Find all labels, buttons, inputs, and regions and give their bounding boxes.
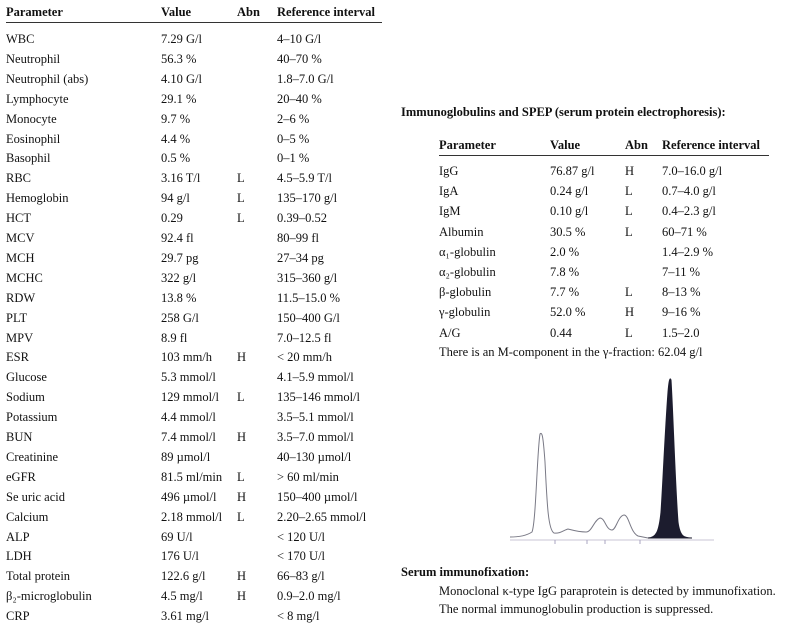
immuno-row-reference: 60–71 %	[662, 224, 707, 239]
immuno-row-parameter: IgM	[439, 204, 461, 219]
row-value: 129 mmol/l	[161, 390, 219, 405]
immuno-row-abn: H	[625, 164, 635, 178]
header-rule	[6, 22, 382, 23]
row-value: 4.5 mg/l	[161, 589, 203, 604]
row-abn: H	[237, 569, 247, 584]
row-value: 7.4 mmol/l	[161, 430, 216, 444]
row-parameter: ALP	[6, 529, 30, 544]
row-reference: 4–10 G/l	[277, 32, 322, 46]
row-reference: > 60 ml/min	[277, 469, 339, 484]
row-parameter: Calcium	[6, 509, 49, 524]
row-reference: 3.5–5.1 mmol/l	[277, 410, 354, 425]
row-parameter: β₂-microglobulin	[6, 589, 92, 604]
row-reference: 135–170 g/l	[277, 191, 338, 206]
immuno-row-value: 0.44	[550, 325, 572, 340]
immuno-row-parameter: A/G	[439, 325, 461, 340]
row-abn: L	[237, 509, 245, 524]
immuno-row-parameter: IgA	[439, 184, 459, 199]
row-parameter: CRP	[6, 609, 30, 624]
row-abn: L	[237, 171, 245, 186]
row-reference: 11.5–15.0 %	[277, 290, 341, 305]
row-parameter: Creatinine	[6, 449, 59, 464]
immuno-row-reference: 0.7–4.0 g/l	[662, 184, 716, 199]
spep-gamma-peak	[648, 379, 692, 538]
row-abn: L	[237, 469, 245, 484]
row-parameter: Sodium	[6, 390, 45, 405]
row-value: 496 µmol/l	[161, 489, 217, 504]
immunofixation-line-2: The normal immunoglobulin production is suppressed.	[439, 602, 714, 616]
immuno-header-reference: Reference interval	[662, 138, 760, 152]
spep-trace-line	[510, 433, 648, 538]
row-value: 8.9 fl	[161, 330, 188, 345]
m-component-note: There is an M-component in the γ-fraction: 62.04 g/l	[439, 345, 703, 359]
row-value: 103 mm/h	[161, 350, 213, 365]
row-reference: 2–6 %	[277, 111, 310, 126]
row-value: 9.7 %	[161, 111, 191, 126]
row-parameter: Glucose	[6, 370, 47, 385]
row-value: 94 g/l	[161, 191, 190, 206]
row-parameter: HCT	[6, 211, 31, 226]
row-parameter: Lymphocyte	[6, 91, 69, 106]
row-reference: 150–400 G/l	[277, 310, 340, 325]
row-parameter: RDW	[6, 290, 36, 305]
row-reference: 315–360 g/l	[277, 270, 338, 285]
row-value: 122.6 g/l	[161, 569, 206, 584]
immuno-row-value: 0.10 g/l	[550, 204, 589, 219]
row-parameter: eGFR	[6, 469, 36, 484]
immuno-row-value: 30.5 %	[550, 224, 586, 239]
row-value: 3.16 T/l	[161, 171, 201, 186]
row-reference: 3.5–7.0 mmol/l	[277, 430, 354, 444]
row-value: 2.18 mmol/l	[161, 509, 223, 524]
row-parameter: Hemoglobin	[6, 191, 69, 206]
row-value: 92.4 fl	[161, 231, 194, 245]
row-value: 4.4 %	[161, 131, 191, 146]
row-value: 29.7 pg	[161, 250, 199, 265]
immuno-row-value: 52.0 %	[550, 305, 586, 320]
immuno-row-value: 2.0 %	[550, 244, 580, 259]
row-reference: 66–83 g/l	[277, 569, 325, 584]
immuno-row-abn: H	[625, 305, 635, 320]
row-parameter: MCH	[6, 250, 35, 265]
row-abn: H	[237, 489, 247, 504]
immuno-row-reference: 7–11 %	[662, 265, 701, 279]
row-reference: 4.5–5.9 T/l	[277, 171, 332, 186]
header-parameter: Parameter	[6, 5, 63, 19]
row-value: 7.29 G/l	[161, 32, 202, 46]
row-value: 176 U/l	[161, 549, 199, 564]
row-parameter: LDH	[6, 549, 32, 564]
immuno-row-abn: L	[625, 204, 633, 219]
row-abn: L	[237, 191, 245, 206]
row-reference: 0.9–2.0 mg/l	[277, 589, 341, 604]
immuno-row-value: 7.8 %	[550, 265, 580, 279]
immuno-row-reference: 1.5–2.0	[662, 325, 700, 340]
row-reference: 0–1 %	[277, 151, 310, 166]
immuno-row-reference: 7.0–16.0 g/l	[662, 164, 723, 178]
row-parameter: Se uric acid	[6, 489, 66, 504]
row-parameter: MCV	[6, 231, 35, 245]
immunofixation-title: Serum immunofixation:	[401, 565, 530, 579]
immuno-row-abn: L	[625, 224, 633, 239]
row-abn: L	[237, 390, 245, 405]
spep-electropherogram	[508, 372, 716, 546]
row-abn: H	[237, 589, 247, 604]
immuno-header-rule	[439, 155, 769, 156]
immuno-title: Immunoglobulins and SPEP (serum protein electrophoresis):	[401, 105, 726, 119]
row-parameter: Monocyte	[6, 111, 57, 126]
row-reference: 27–34 pg	[277, 250, 324, 265]
row-value: 29.1 %	[161, 91, 197, 106]
row-parameter: WBC	[6, 32, 35, 46]
row-reference: < 120 U/l	[277, 529, 326, 544]
row-value: 56.3 %	[161, 51, 197, 66]
row-parameter: MCHC	[6, 270, 43, 285]
row-abn: H	[237, 430, 247, 444]
row-parameter: ESR	[6, 350, 29, 365]
immuno-row-value: 76.87 g/l	[550, 164, 595, 178]
row-reference: 20–40 %	[277, 91, 322, 106]
row-reference: 7.0–12.5 fl	[277, 330, 332, 345]
immuno-row-reference: 0.4–2.3 g/l	[662, 204, 716, 219]
immuno-row-parameter: α₂-globulin	[439, 265, 496, 279]
row-value: 0.29	[161, 211, 183, 226]
row-parameter: PLT	[6, 310, 28, 325]
header-value: Value	[161, 5, 192, 19]
row-reference: 4.1–5.9 mmol/l	[277, 370, 354, 385]
row-value: 4.10 G/l	[161, 71, 202, 86]
row-value: 4.4 mmol/l	[161, 410, 216, 425]
row-parameter: Total protein	[6, 569, 71, 584]
immuno-row-reference: 9–16 %	[662, 305, 701, 320]
immuno-header-value: Value	[550, 138, 581, 152]
immuno-row-abn: L	[625, 325, 633, 340]
immuno-row-value: 0.24 g/l	[550, 184, 589, 199]
row-value: 89 µmol/l	[161, 449, 211, 464]
immuno-row-reference: 1.4–2.9 %	[662, 244, 714, 259]
row-abn: L	[237, 211, 245, 226]
row-value: 3.61 mg/l	[161, 609, 209, 624]
row-reference: < 170 U/l	[277, 549, 326, 564]
row-reference: 0–5 %	[277, 131, 310, 146]
header-abn: Abn	[237, 5, 260, 19]
row-reference: < 20 mm/h	[277, 350, 332, 365]
immuno-row-parameter: β-globulin	[439, 285, 492, 300]
row-reference: 150–400 µmol/l	[277, 489, 358, 504]
row-parameter: RBC	[6, 171, 32, 186]
row-value: 0.5 %	[161, 151, 191, 166]
row-reference: 40–130 µmol/l	[277, 449, 352, 464]
row-value: 13.8 %	[161, 290, 197, 305]
immuno-row-parameter: IgG	[439, 164, 459, 178]
immuno-row-parameter: γ-globulin	[439, 305, 491, 320]
row-parameter: Neutrophil (abs)	[6, 71, 89, 86]
row-reference: 0.39–0.52	[277, 211, 327, 226]
row-reference: < 8 mg/l	[277, 609, 320, 624]
row-value: 322 g/l	[161, 270, 197, 285]
immuno-row-reference: 8–13 %	[662, 285, 701, 300]
row-reference: 80–99 fl	[277, 231, 320, 245]
row-value: 5.3 mmol/l	[161, 370, 216, 385]
row-reference: 40–70 %	[277, 51, 322, 66]
row-parameter: BUN	[6, 430, 33, 444]
row-parameter: Neutrophil	[6, 51, 61, 66]
header-reference: Reference interval	[277, 5, 375, 19]
immuno-row-parameter: α₁-globulin	[439, 244, 496, 259]
immuno-row-parameter: Albumin	[439, 224, 484, 239]
row-parameter: MPV	[6, 330, 34, 345]
row-abn: H	[237, 350, 247, 365]
row-parameter: Eosinophil	[6, 131, 61, 146]
immunofixation-line-1: Monoclonal κ-type IgG paraprotein is detected by immunofixation.	[439, 584, 776, 598]
row-parameter: Potassium	[6, 410, 58, 425]
row-reference: 2.20–2.65 mmol/l	[277, 509, 367, 524]
row-reference: 135–146 mmol/l	[277, 390, 360, 405]
immuno-header-abn: Abn	[625, 138, 648, 152]
row-value: 81.5 ml/min	[161, 469, 223, 484]
immuno-header-parameter: Parameter	[439, 138, 496, 152]
row-value: 69 U/l	[161, 529, 193, 544]
row-value: 258 G/l	[161, 310, 199, 325]
immuno-row-abn: L	[625, 184, 633, 199]
row-reference: 1.8–7.0 G/l	[277, 71, 334, 86]
immuno-row-value: 7.7 %	[550, 285, 580, 300]
immuno-row-abn: L	[625, 285, 633, 300]
row-parameter: Basophil	[6, 151, 51, 166]
